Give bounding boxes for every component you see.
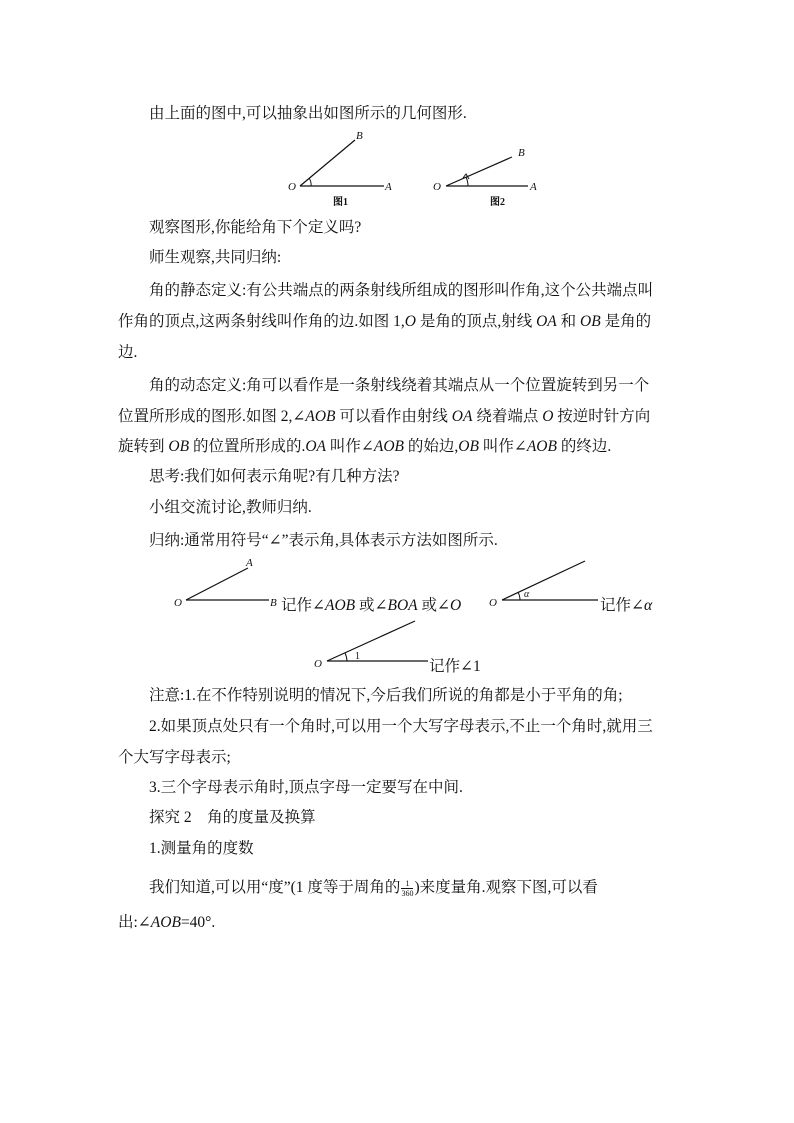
text-line-4: 角的静态定义:有公共端点的两条射线所组成的图形叫作角,这个公共端点叫: [149, 282, 654, 299]
math-aob: AOB: [373, 438, 405, 455]
text-line-19: [149, 878, 598, 898]
notation-figure-one: [314, 621, 428, 670]
n3-ray-2: [327, 621, 415, 661]
text-line-8: [118, 407, 650, 427]
math-alpha: α: [644, 597, 653, 614]
text-line-2: 观察图形,你能给角下个定义吗?: [149, 219, 362, 236]
text-segment: 出:∠: [118, 914, 151, 931]
notation-figure-alpha: [489, 561, 598, 609]
text-segment: 可以看作由射线: [335, 408, 452, 425]
fraction-numerator: 1: [405, 878, 410, 888]
notation-2-caption: [600, 596, 652, 616]
math-aob: AOB: [526, 438, 557, 455]
math-oa: OA: [536, 313, 557, 330]
fig2-label-o: O: [433, 181, 441, 193]
math-o: O: [542, 408, 554, 425]
math-o: O: [450, 597, 462, 614]
n1-ray-oa: [186, 568, 248, 600]
text-line-1: 由上面的图中,可以抽象出如图所示的几何图形.: [149, 105, 467, 122]
text-segment: 叫作∠: [326, 438, 374, 455]
figure-1: [288, 130, 392, 208]
notation-3-caption: 记作∠1: [429, 658, 481, 675]
text-line-14: 2.如果顶点处只有一个角时,可以用一个大写字母表示,不止一个角时,就用三: [149, 718, 653, 735]
fraction: [401, 879, 413, 898]
text-line-7: 角的动态定义:角可以看作是一条射线绕着其端点从一个位置旋转到另一个: [149, 377, 650, 394]
n2-label-alpha: α: [524, 589, 530, 600]
text-segment: 或∠: [355, 597, 388, 614]
text-segment: 位置所形成的图形.如图 2,∠: [118, 408, 306, 425]
n1-label-a: A: [246, 557, 253, 569]
text-segment: 和: [556, 313, 581, 330]
text-line-5: [118, 312, 651, 332]
text-line-6: 边.: [118, 344, 138, 361]
text-segment: 作角的顶点,这两条射线叫作角的边.如图 1,: [118, 313, 405, 330]
math-oa: OA: [451, 408, 473, 425]
text-line-15: 个大写字母表示;: [118, 749, 231, 766]
n2-label-o: O: [489, 597, 497, 609]
text-segment: 按逆时针方向: [553, 408, 651, 425]
math-aob: AOB: [305, 408, 336, 425]
text-line-11: 小组交流讨论,教师归纳.: [149, 499, 312, 516]
n2-angle-arc: [518, 592, 520, 600]
text-line-10: 思考:我们如何表示角呢?有几种方法?: [149, 468, 400, 485]
text-line-9: [118, 437, 611, 457]
text-segment: 我们知道,可以用“度”(1 度等于周角的: [149, 879, 401, 896]
text-line-13: 注意:1.在不作特别说明的情况下,今后我们所说的角都是小于平角的角;: [149, 687, 623, 704]
n1-label-o: O: [174, 597, 182, 609]
section-heading: 探究 2 角的度量及换算: [149, 809, 316, 826]
math-oa: OA: [305, 438, 326, 455]
text-line-12: 归纳:通常用符号“∠”表示角,具体表示方法如图所示.: [149, 532, 498, 549]
math-aob: AOB: [325, 597, 356, 614]
text-line-3: 师生观察,共同归纳:: [149, 249, 282, 266]
n1-label-b: B: [270, 597, 277, 609]
text-segment: )来度量角.观察下图,可以看: [414, 879, 598, 896]
subsection-heading: 1.测量角的度数: [149, 840, 254, 857]
text-segment: 记作∠: [281, 597, 325, 614]
fig2-ray-ob: [446, 157, 512, 186]
fig2-label-a: A: [530, 181, 537, 193]
n3-label-o: O: [314, 658, 322, 670]
fig1-label-o: O: [288, 181, 296, 193]
math-ob: OB: [168, 438, 190, 455]
text-segment: 叫作∠: [478, 438, 527, 455]
figure-2: [433, 147, 537, 208]
fig1-label-a: A: [385, 181, 392, 193]
math-ob: OB: [580, 313, 601, 330]
math-ob: OB: [458, 438, 479, 455]
fig1-caption: 图1: [333, 197, 348, 208]
math-aob: AOB: [150, 914, 181, 931]
n3-angle-arc: [345, 653, 347, 661]
math-o: O: [404, 313, 416, 330]
notation-1-caption: [281, 596, 461, 616]
text-segment: =40°.: [180, 914, 216, 931]
n3-label-num: 1: [355, 651, 360, 662]
text-segment: 的位置所形成的.: [189, 438, 306, 455]
fraction-denominator: 360: [401, 888, 414, 898]
fig1-label-b: B: [356, 130, 363, 142]
text-segment: 的始边,: [404, 438, 459, 455]
fig1-ray-ob: [300, 140, 355, 186]
fig2-caption: 图2: [490, 197, 505, 208]
n2-ray-2: [502, 561, 585, 600]
text-line-20: [118, 913, 215, 933]
text-segment: 的终边.: [556, 438, 612, 455]
text-segment: 是角的: [600, 313, 652, 330]
fig2-label-b: B: [518, 147, 525, 159]
notation-figure-aob: [174, 557, 277, 609]
text-segment: 绕着端点: [472, 408, 543, 425]
text-segment: 或∠: [417, 597, 451, 614]
text-segment: 记作∠: [600, 597, 644, 614]
fig1-angle-arc: [309, 178, 311, 186]
text-segment: 是角的顶点,射线: [415, 313, 537, 330]
math-boa: BOA: [387, 597, 418, 614]
fig2-rotation-arc: [466, 177, 468, 186]
text-line-16: 3.三个字母表示角时,顶点字母一定要写在中间.: [149, 779, 463, 796]
text-segment: 旋转到: [118, 438, 169, 455]
